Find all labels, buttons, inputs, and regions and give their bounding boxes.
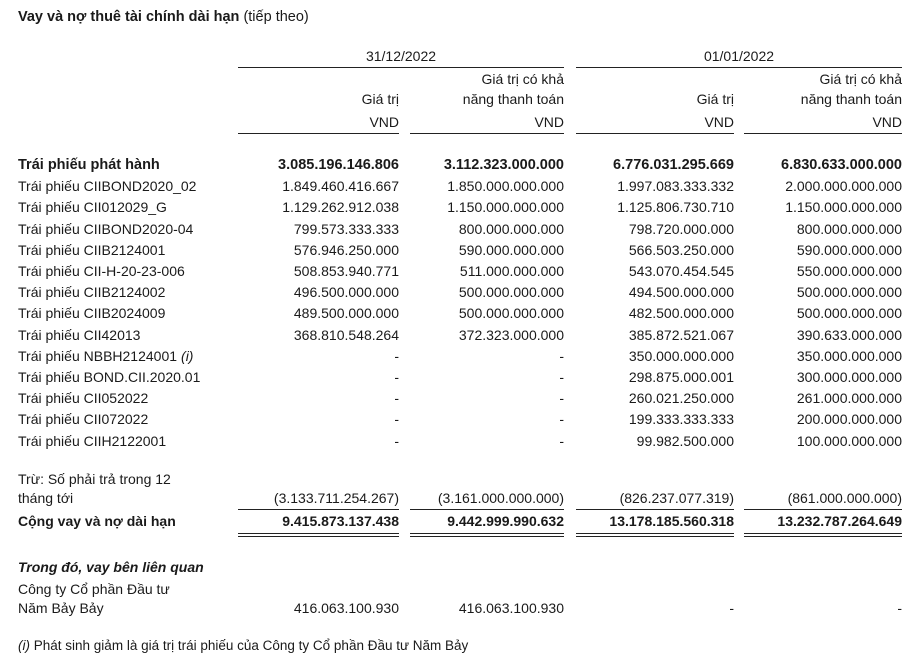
bonds-issued-value-2: 3.112.323.000.000 — [443, 157, 564, 173]
deduction-label-line2: tháng tới — [18, 490, 74, 506]
currency-underline-1 — [238, 133, 399, 134]
deduction-value-2: (3.161.000.000.000) — [437, 490, 564, 506]
total-double-rule-4b — [744, 536, 902, 537]
bond-row-value-4: 100.000.000.000 — [796, 433, 902, 449]
related-value-2: 416.063.100.930 — [458, 600, 564, 616]
bond-row-label-text: Trái phiếu CIIB2124002 — [18, 284, 166, 300]
bond-row-value-4: 800.000.000.000 — [796, 221, 902, 237]
bond-row-label-text: Trái phiếu CII072022 — [18, 411, 149, 427]
deduction-value-1: (3.133.711.254.267) — [273, 490, 399, 506]
col-header-value-1: Giá trị — [361, 91, 399, 107]
bond-row-value-4: 2.000.000.000.000 — [785, 178, 902, 194]
bond-row-value-1: - — [394, 348, 399, 364]
bond-row-label — [18, 241, 165, 259]
bond-row-label — [18, 198, 167, 216]
bond-row-label — [18, 432, 166, 450]
total-value-2: 9.442.999.990.632 — [447, 513, 564, 529]
bond-row-label-text: Trái phiếu CII-H-20-23-006 — [18, 263, 185, 279]
total-double-rule-2a — [410, 533, 564, 534]
bond-row-label-text: Trái phiếu CII42013 — [18, 327, 141, 343]
deduction-value-3: (826.237.077.319) — [619, 490, 734, 506]
bond-row-value-2: 511.000.000.000 — [459, 263, 564, 279]
bond-row-label-text: Trái phiếu NBBH2124001 — [18, 348, 178, 364]
bond-row-note-marker: (i) — [181, 348, 194, 364]
currency-underline-3 — [576, 133, 734, 134]
bond-row-label — [18, 262, 185, 280]
currency-label-2: VND — [534, 114, 564, 130]
total-double-rule-1b — [238, 536, 399, 537]
section-title — [18, 9, 309, 25]
currency-label-4: VND — [872, 114, 902, 130]
currency-label-1: VND — [369, 114, 399, 130]
bond-row-value-1: 368.810.548.264 — [293, 327, 399, 343]
bond-row-value-3: 350.000.000.000 — [628, 348, 734, 364]
bond-row-value-2: 500.000.000.000 — [458, 284, 564, 300]
bond-row-label-text: Trái phiếu CIIBOND2020-04 — [18, 221, 194, 237]
related-value-3: - — [729, 600, 734, 616]
bond-row-value-3: 543.070.454.545 — [628, 263, 734, 279]
currency-underline-4 — [744, 133, 902, 134]
bond-row-value-3: 798.720.000.000 — [628, 221, 734, 237]
bond-row-value-3: 494.500.000.000 — [628, 284, 734, 300]
deduction-underline-1 — [238, 509, 399, 510]
bond-row-value-4: 300.000.000.000 — [796, 369, 902, 385]
related-party-name-line1: Công ty Cổ phần Đầu tư — [18, 581, 170, 597]
related-party-name-line2: Năm Bảy Bảy — [18, 600, 104, 616]
bond-row-label-text: Trái phiếu CIIB2124001 — [18, 242, 166, 258]
bond-row-value-3: 482.500.000.000 — [628, 305, 734, 321]
bond-row-label-text: Trái phiếu CIIH2122001 — [18, 433, 167, 449]
bond-row-value-2: 372.323.000.000 — [458, 327, 564, 343]
bond-row-value-4: 261.000.000.000 — [796, 390, 902, 406]
bond-row-value-3: 260.021.250.000 — [628, 390, 734, 406]
footnote — [18, 638, 468, 653]
bond-row-value-3: 566.503.250.000 — [628, 242, 734, 258]
bond-row-label — [18, 368, 200, 386]
bond-row-value-2: - — [559, 390, 564, 406]
bond-row-value-2: 1.850.000.000.000 — [447, 178, 564, 194]
bond-row-value-2: - — [559, 369, 564, 385]
bond-row-value-3: 385.872.521.067 — [628, 327, 734, 343]
bond-row-value-3: 298.875.000.001 — [628, 369, 734, 385]
bond-row-value-3: 99.982.500.000 — [636, 433, 734, 449]
col-header-payable-2-line1: Giá trị có khả — [819, 71, 902, 87]
bond-row-label-text: Trái phiếu BOND.CII.2020.01 — [18, 369, 201, 385]
bond-row-label-text: Trái phiếu CII012029_G — [18, 199, 167, 215]
col-header-payable-2-line2: năng thanh toán — [800, 91, 902, 107]
bond-row-label-text: Trái phiếu CIIBOND2020_02 — [18, 178, 197, 194]
bond-row-value-2: - — [559, 411, 564, 427]
deduction-underline-3 — [576, 509, 734, 510]
total-double-rule-3a — [576, 533, 734, 534]
bond-row-value-4: 1.150.000.000.000 — [785, 199, 902, 215]
bond-row-value-1: 496.500.000.000 — [293, 284, 399, 300]
bond-row-value-4: 500.000.000.000 — [796, 305, 902, 321]
bond-row-value-1: - — [394, 433, 399, 449]
bond-row-value-4: 500.000.000.000 — [796, 284, 902, 300]
bond-row-value-4: 590.000.000.000 — [796, 242, 902, 258]
bond-row-label — [18, 326, 140, 344]
bonds-issued-value-3: 6.776.031.295.669 — [613, 157, 734, 173]
bond-row-value-2: - — [559, 433, 564, 449]
period-underline-2 — [576, 67, 902, 68]
bond-row-label — [18, 220, 193, 238]
bond-row-value-1: - — [394, 411, 399, 427]
related-value-4: - — [897, 600, 902, 616]
related-party-heading: Trong đó, vay bên liên quan — [18, 559, 204, 575]
total-value-3: 13.178.185.560.318 — [609, 513, 734, 529]
bond-row-label — [18, 304, 165, 322]
period-header-2022-12-31: 31/12/2022 — [365, 48, 437, 64]
bond-row-value-3: 199.333.333.333 — [628, 411, 734, 427]
bond-row-value-1: 799.573.333.333 — [293, 221, 399, 237]
currency-underline-2 — [410, 133, 564, 134]
bond-row-label — [18, 283, 165, 301]
bond-row-value-4: 550.000.000.000 — [796, 263, 902, 279]
col-header-payable-1-line2: năng thanh toán — [462, 91, 564, 107]
bond-row-value-2: 500.000.000.000 — [458, 305, 564, 321]
bond-row-value-2: - — [559, 348, 564, 364]
deduction-label-line1: Trừ: Số phải trả trong 12 — [18, 471, 171, 487]
deduction-underline-2 — [410, 509, 564, 510]
bond-row-value-4: 390.633.000.000 — [796, 327, 902, 343]
total-double-rule-3b — [576, 536, 734, 537]
footnote-marker: (i) — [18, 638, 30, 653]
bond-row-value-2: 590.000.000.000 — [458, 242, 564, 258]
currency-label-3: VND — [704, 114, 734, 130]
section-title-text: Vay và nợ thuê tài chính dài hạn — [18, 9, 240, 25]
footnote-text: Phát sinh giảm là giá trị trái phiếu của Công ty Cổ phần Đầu tư Năm Bảy — [33, 638, 469, 653]
bond-row-value-2: 1.150.000.000.000 — [447, 199, 564, 215]
col-header-value-2: Giá trị — [696, 91, 734, 107]
bond-row-value-1: 576.946.250.000 — [293, 242, 399, 258]
bond-row-value-1: - — [394, 369, 399, 385]
bond-row-value-1: 508.853.940.771 — [293, 263, 399, 279]
bond-row-label-text: Trái phiếu CIIB2024009 — [18, 305, 166, 321]
related-value-1: 416.063.100.930 — [293, 600, 399, 616]
period-header-2022-01-01: 01/01/2022 — [703, 48, 775, 64]
bond-row-value-1: 489.500.000.000 — [293, 305, 399, 321]
bond-row-label — [18, 347, 193, 365]
total-value-1: 9.415.873.137.438 — [282, 513, 399, 529]
col-header-payable-1-line1: Giá trị có khả — [481, 71, 564, 87]
period-underline-1 — [238, 67, 564, 68]
bond-row-label-text: Trái phiếu CII052022 — [18, 390, 149, 406]
section-title-suffix: (tiếp theo) — [243, 9, 309, 25]
bond-row-value-1: 1.849.460.416.667 — [282, 178, 399, 194]
deduction-value-4: (861.000.000.000) — [787, 490, 902, 506]
bond-row-label — [18, 410, 148, 428]
total-double-rule-2b — [410, 536, 564, 537]
deduction-underline-4 — [744, 509, 902, 510]
bond-row-value-4: 200.000.000.000 — [796, 411, 902, 427]
bond-row-label — [18, 177, 196, 195]
bond-row-label-text: Trái phiếu phát hành — [18, 157, 160, 173]
bond-row-value-4: 350.000.000.000 — [796, 348, 902, 364]
bond-row-value-2: 800.000.000.000 — [458, 221, 564, 237]
bonds-issued-label — [18, 156, 160, 174]
bonds-issued-value-1: 3.085.196.146.806 — [278, 157, 399, 173]
total-double-rule-4a — [744, 533, 902, 534]
total-label: Cộng vay và nợ dài hạn — [18, 513, 176, 529]
bonds-issued-value-4: 6.830.633.000.000 — [781, 157, 902, 173]
bond-row-value-1: 1.129.262.912.038 — [282, 199, 399, 215]
bond-row-label — [18, 389, 148, 407]
total-value-4: 13.232.787.264.649 — [777, 513, 902, 529]
total-double-rule-1a — [238, 533, 399, 534]
bond-row-value-3: 1.125.806.730.710 — [617, 199, 734, 215]
bond-row-value-3: 1.997.083.333.332 — [617, 178, 734, 194]
bond-row-value-1: - — [394, 390, 399, 406]
